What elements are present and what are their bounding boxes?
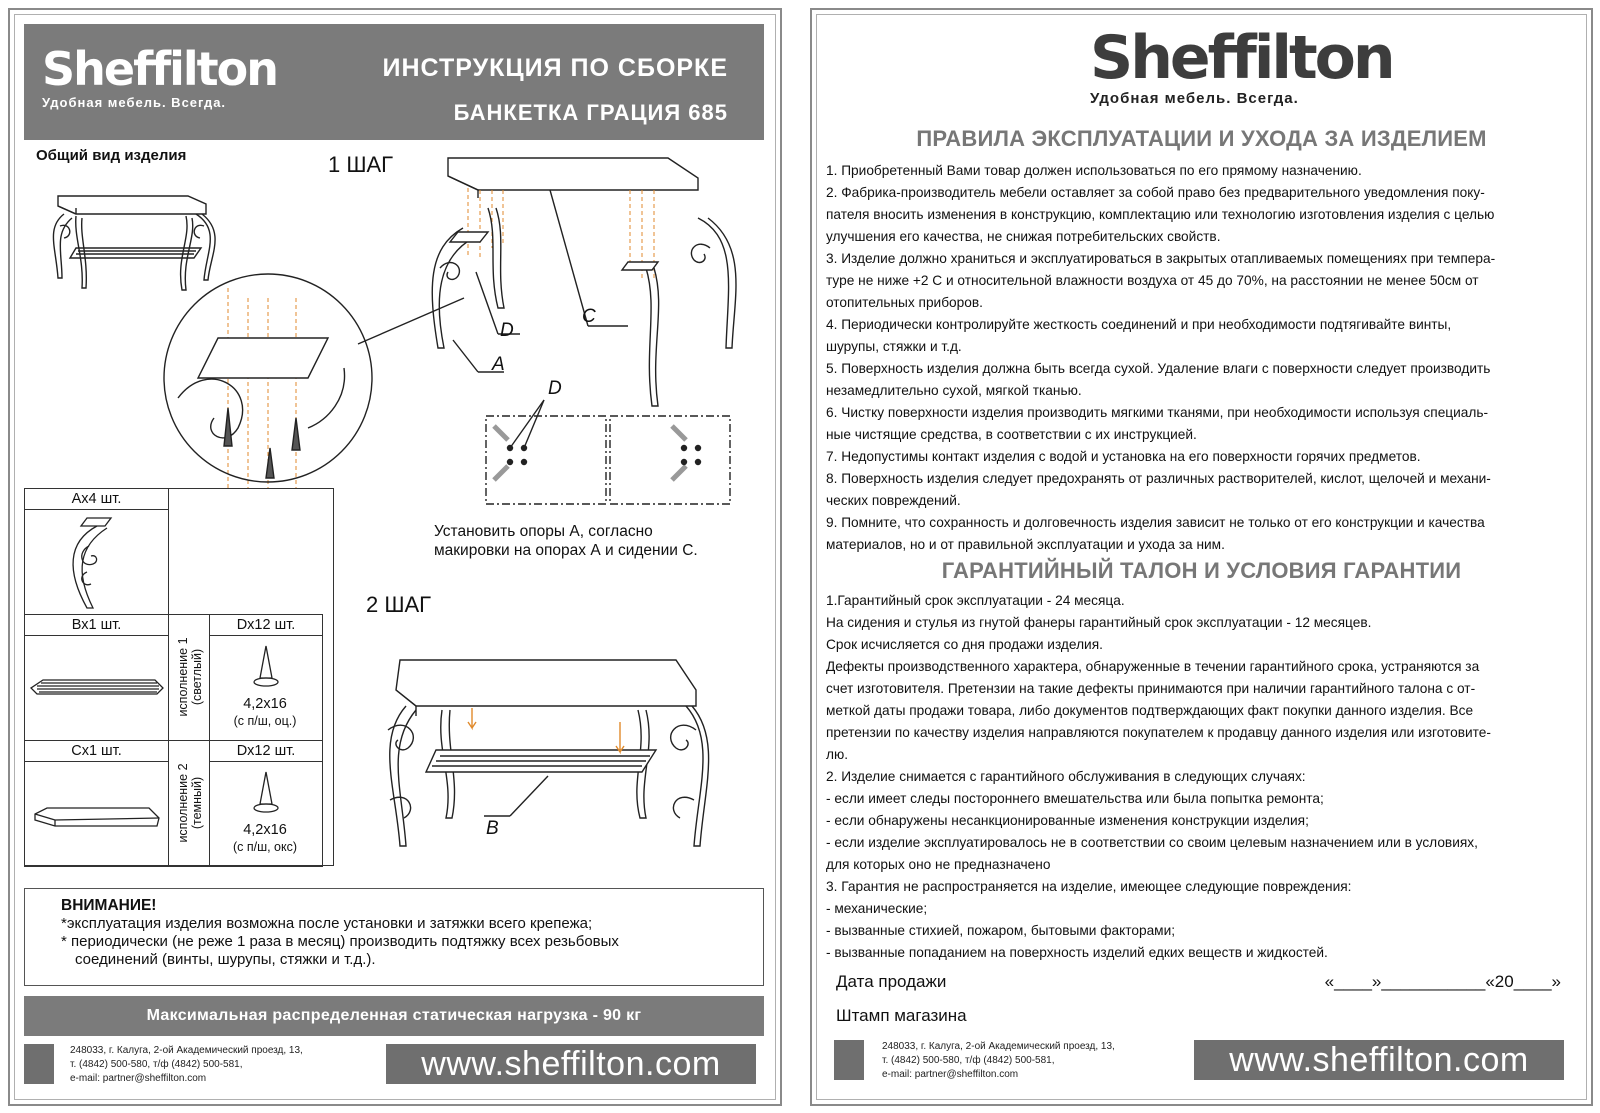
rule-line: улучшения его качества, не снижая потребительских свойств. [826, 229, 1221, 244]
sale-date-label: Дата продажи [836, 972, 947, 991]
rule-line: 2. Фабрика-производитель мебели оставляет за собой право без предварительного уведомления поку- [826, 185, 1485, 200]
warranty-line: На сидения и стулья из гнутой фанеры гарантийный срок эксплуатации - 12 месяцев. [826, 615, 1372, 630]
footer-square [24, 1044, 54, 1084]
rule-line: отопительных приборов. [826, 295, 983, 310]
warranty-line: для которых оно не предназначено [826, 857, 1051, 872]
assembly-instruction-page [8, 8, 782, 1106]
screw-d2-note: (с п/ш, окс) [232, 840, 298, 854]
screw-d2-spec [210, 822, 320, 856]
rule-line: ческих повреждений. [826, 493, 961, 508]
screw-icon [246, 768, 286, 818]
warning-line-2: * периодически (не реже 1 раза в месяц) производить подтяжку всех резьбовых [61, 933, 619, 950]
brand-tagline: Удобная мебель. Всегда. [1090, 90, 1299, 107]
variant-2-column [168, 740, 210, 867]
warranty-line: - если обнаружены несанкционированные изменения конструкции изделия; [826, 813, 1309, 828]
rule-line: 5. Поверхность изделия должна быть всегда сухой. Удаление влаги с поверхности следует производить [826, 361, 1491, 376]
warranty-line: 1.Гарантийный срок эксплуатации - 24 месяца. [826, 593, 1125, 608]
warranty-line: счет изготовителя. Претензии на такие дефекты принимаются при наличии гарантийного талона с от- [826, 681, 1476, 696]
address-line: 248033, г. Калуга, 2-ой Академический проезд, 13, [882, 1041, 1115, 1052]
brand-tagline: Удобная мебель. Всегда. [42, 95, 227, 110]
warning-box [24, 888, 764, 986]
rules-title: ПРАВИЛА ЭКСПЛУАТАЦИИ И УХОДА ЗА ИЗДЕЛИЕМ [916, 126, 1487, 151]
brand-logo [42, 42, 277, 110]
part-c-cell [24, 761, 169, 867]
doc-title: ИНСТРУКЦИЯ ПО СБОРКЕ [382, 54, 728, 82]
phone-line: т. (4842) 500-580, т/ф (4842) 500-581, [70, 1059, 243, 1070]
callout-d-2: D [548, 378, 562, 399]
address-line: 248033, г. Калуга, 2-ой Академический проезд, 13, [70, 1045, 303, 1056]
rule-line: ные чистящие средства, в соответствии с их инструкцией. [826, 427, 1197, 442]
rule-line: материалов, но и от правильной эксплуатации и ухода за ним. [826, 537, 1225, 552]
warranty-line: 2. Изделие снимается с гарантийного обслуживания в следующих случаях: [826, 769, 1306, 784]
callout-d-1: D [500, 320, 514, 341]
rule-line: 8. Поверхность изделия следует предохранять от различных растворителей, кислот, щелочей и механи- [826, 471, 1491, 486]
callout-c: C [582, 306, 596, 327]
footer-address [882, 1040, 1115, 1082]
instruction-line-2: макировки на опорах А и сидении С. [434, 542, 698, 559]
warranty-line: Срок исчисляется со дня продажи изделия. [826, 637, 1103, 652]
step2-assembly-drawing [376, 650, 716, 880]
warranty-line: - вызванные попаданием на поверхность изделий едких веществ и жидкостей. [826, 945, 1328, 960]
warranty-line: лю. [826, 747, 849, 762]
warranty-line: - если изделие эксплуатировалось не в соответствии со своим целевым назначением или в условиях, [826, 835, 1478, 850]
variant-2-line2: (темный) [190, 776, 204, 830]
screw-d1-header: Dх12 шт. [209, 614, 323, 636]
warning-line-1: *эксплуатация изделия возможна после установки и затяжки всего крепежа; [61, 915, 593, 932]
callout-a: A [492, 354, 505, 375]
step-2-label: 2 ШАГ [366, 592, 432, 617]
warning-title: ВНИМАНИЕ! [61, 897, 157, 914]
rule-line: 9. Помните, что сохранность и долговечность изделия зависит не только от его конструкции и качества [826, 515, 1485, 530]
rules-list [826, 160, 1546, 556]
step-1-label: 1 ШАГ [328, 152, 394, 177]
rule-line: шурупы, стяжки и т.д. [826, 339, 962, 354]
screw-d1-cell [209, 635, 323, 741]
variant-2-label [176, 740, 204, 866]
max-load-banner: Максимальная распределенная статическая нагрузка - 90 кг [24, 996, 764, 1036]
phone-line: т. (4842) 500-580, т/ф (4842) 500-581, [882, 1055, 1055, 1066]
warranty-line: 3. Гарантия не распространяется на изделие, имеющее следующие повреждения: [826, 879, 1352, 894]
parts-table [24, 488, 334, 866]
care-warranty-page [810, 8, 1593, 1106]
rule-line: 7. Недопустимы контакт изделия с водой и установка на его поверхности горячих предметов. [826, 449, 1421, 464]
website-link[interactable]: www.sheffilton.com [1194, 1040, 1564, 1080]
sale-date-field[interactable]: «____»___________«20____» [1324, 972, 1561, 991]
overview-label: Общий вид изделия [36, 147, 187, 164]
warranty-line: Дефекты производственного характера, обнаруженные в течении гарантийного срока, устраняются за [826, 659, 1480, 674]
part-a-cell [24, 509, 169, 615]
rule-line: пателя вносить изменения в конструкцию, комплектацию или технологию изготовления изделия с целью [826, 207, 1495, 222]
footer-address [70, 1044, 303, 1086]
leg-a-drawing [27, 512, 167, 612]
part-b-cell [24, 635, 169, 741]
rule-line: 1. Приобретенный Вами товар должен использоваться по его прямому назначению. [826, 163, 1362, 178]
screw-d1-size: 4,2х16 [243, 696, 287, 712]
warranty-line: - механические; [826, 901, 928, 916]
brand-logo [1090, 23, 1393, 107]
variant-1-line1: исполнение 1 [176, 637, 190, 717]
warning-line-3: соединений (винты, шурупы, стяжки и т.д.). [75, 951, 376, 968]
seat-c-drawing [27, 764, 167, 864]
screw-d2-cell [209, 761, 323, 867]
screw-d2-size: 4,2х16 [243, 822, 287, 838]
screw-d1-note: (с п/ш, оц.) [233, 714, 297, 728]
brand-name: Sheffilton [42, 42, 277, 96]
header-banner [24, 24, 764, 140]
warranty-line: претензии по качеству изделия направляются покупателем к продавцу данного изделия или изготовите- [826, 725, 1491, 740]
warranty-line: меткой даты продажи товара, либо документов подтверждающих факт покупки данного изделия. Все [826, 703, 1474, 718]
email-line: e-mail: partner@sheffilton.com [882, 1069, 1019, 1080]
email-line: e-mail: partner@sheffilton.com [70, 1073, 207, 1084]
rule-line: 6. Чистку поверхности изделия производить мягкими тканями, при необходимости используя специаль- [826, 405, 1489, 420]
instruction-line-1: Установить опоры А, согласно [434, 523, 653, 540]
rule-line: 3. Изделие должно храниться и эксплуатироваться в закрытых отапливаемых помещениях при темпера- [826, 251, 1496, 266]
warranty-line: - вызванные стихией, пожаром, бытовыми факторами; [826, 923, 1176, 938]
shelf-b-drawing [27, 638, 167, 738]
website-link[interactable]: www.sheffilton.com [386, 1044, 756, 1084]
variant-1-line2: (светлый) [190, 648, 204, 706]
brand-name: Sheffilton [1090, 23, 1393, 93]
step1-instruction [434, 522, 754, 560]
rule-line: туре не ниже +2 С и относительной влажности воздуха от 45 до 70%, на расстоянии не менее 50см от [826, 273, 1479, 288]
footer-square [834, 1040, 864, 1080]
warranty-title: ГАРАНТИЙНЫЙ ТАЛОН И УСЛОВИЯ ГАРАНТИИ [941, 558, 1462, 583]
variant-2-line1: исполнение 2 [176, 763, 190, 843]
screw-icon [246, 642, 286, 692]
rule-line: незамедлительно сухой, мягкой тканью. [826, 383, 1082, 398]
part-b-header: Вх1 шт. [24, 614, 169, 636]
part-c-header: Сх1 шт. [24, 740, 169, 762]
warranty-list [826, 590, 1546, 964]
step1-assembly-drawing [158, 148, 778, 508]
warranty-line: - если имеет следы постороннего вмешательства или была попытка ремонта; [826, 791, 1324, 806]
variant-1-column [168, 614, 210, 741]
rule-line: 4. Периодически контролируйте жесткость соединений и при необходимости подтягивайте винты, [826, 317, 1452, 332]
store-stamp-label: Штамп магазина [836, 1006, 967, 1025]
product-title: БАНКЕТКА ГРАЦИЯ 685 [453, 100, 728, 125]
callout-b: B [486, 818, 499, 839]
variant-1-label [176, 614, 204, 740]
part-a-header: Ах4 шт. [24, 488, 169, 510]
screw-d1-spec [210, 696, 320, 730]
screw-d2-header: Dх12 шт. [209, 740, 323, 762]
